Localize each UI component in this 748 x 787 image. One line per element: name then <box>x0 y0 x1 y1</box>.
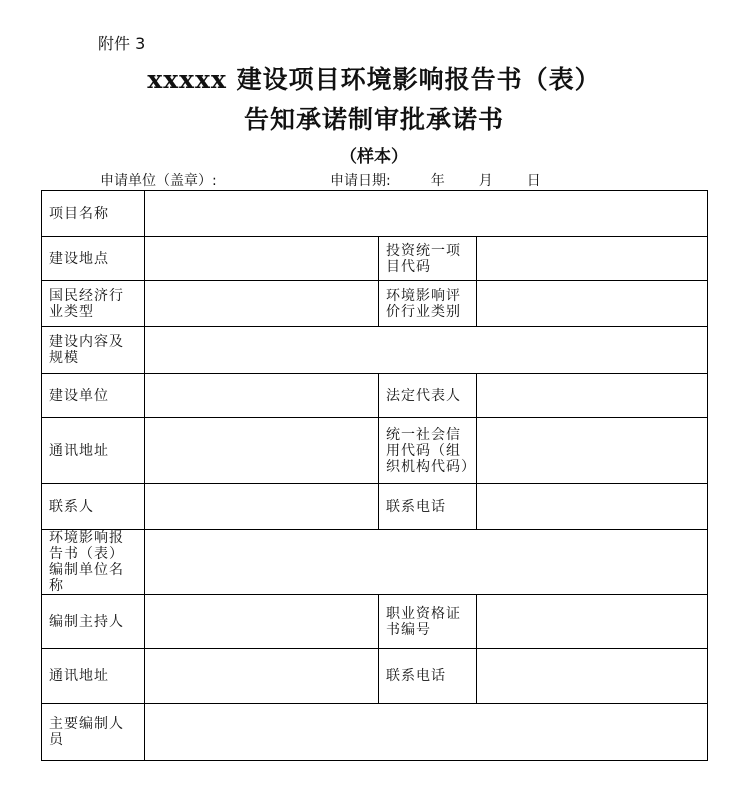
contact-field[interactable] <box>145 484 379 530</box>
table-row <box>42 191 708 237</box>
document-subtitle: 告知承诺制审批承诺书 <box>243 105 504 134</box>
content-scale-field[interactable] <box>145 327 708 374</box>
phone-field[interactable] <box>477 484 708 530</box>
table-row <box>42 374 708 418</box>
phone-label: 联系电话 <box>379 484 477 530</box>
project-name-label: 项目名称 <box>42 191 145 237</box>
cert-no-label: 职业资格证书编号 <box>379 595 477 649</box>
address-label: 通讯地址 <box>42 418 145 484</box>
content-scale-label: 建设内容及规模 <box>42 327 145 374</box>
table-row <box>42 595 708 649</box>
credit-code-field[interactable] <box>477 418 708 484</box>
eia-category-label: 环境影响评价行业类别 <box>379 281 477 327</box>
phone-2-label: 联系电话 <box>379 649 477 704</box>
eia-category-field[interactable] <box>477 281 708 327</box>
host-field[interactable] <box>145 595 379 649</box>
compiling-unit-label: 环境影响报告书（表）编制单位名称 <box>42 530 145 595</box>
address-field[interactable] <box>145 418 379 484</box>
sample-marker: （样本） <box>340 147 408 167</box>
table-row <box>42 418 708 484</box>
compiling-unit-field[interactable] <box>145 530 708 595</box>
document-title: xxxxx 建设项目环境影响报告书（表） <box>147 65 601 94</box>
day-label: 日 <box>526 173 541 189</box>
address-2-label: 通讯地址 <box>42 649 145 704</box>
attachment-number: 附件 3 <box>98 34 146 53</box>
construction-unit-field[interactable] <box>145 374 379 418</box>
main-staff-field[interactable] <box>145 704 708 761</box>
legal-rep-field[interactable] <box>477 374 708 418</box>
project-name-field[interactable] <box>145 191 708 237</box>
industry-type-label: 国民经济行业类型 <box>42 281 145 327</box>
host-label: 编制主持人 <box>42 595 145 649</box>
approval-form-table <box>41 190 708 761</box>
legal-rep-label: 法定代表人 <box>379 374 477 418</box>
cert-no-field[interactable] <box>477 595 708 649</box>
table-row <box>42 649 708 704</box>
credit-code-label: 统一社会信用代码（组织机构代码） <box>379 418 477 484</box>
table-row <box>42 327 708 374</box>
main-staff-label: 主要编制人员 <box>42 704 145 761</box>
investment-code-field[interactable] <box>477 237 708 281</box>
table-row <box>42 704 708 761</box>
address-2-field[interactable] <box>145 649 379 704</box>
application-date <box>330 170 541 190</box>
investment-code-label: 投资统一项目代码 <box>379 237 477 281</box>
table-row <box>42 281 708 327</box>
table-row <box>42 530 708 595</box>
date-label: 申请日期: <box>330 173 391 189</box>
year-label: 年 <box>430 173 445 189</box>
location-field[interactable] <box>145 237 379 281</box>
phone-2-field[interactable] <box>477 649 708 704</box>
construction-unit-label: 建设单位 <box>42 374 145 418</box>
month-label: 月 <box>478 173 493 189</box>
industry-type-field[interactable] <box>145 281 379 327</box>
table-row <box>42 237 708 281</box>
location-label: 建设地点 <box>42 237 145 281</box>
contact-label: 联系人 <box>42 484 145 530</box>
table-row <box>42 484 708 530</box>
applicant-unit-label: 申请单位（盖章）: <box>100 173 217 189</box>
